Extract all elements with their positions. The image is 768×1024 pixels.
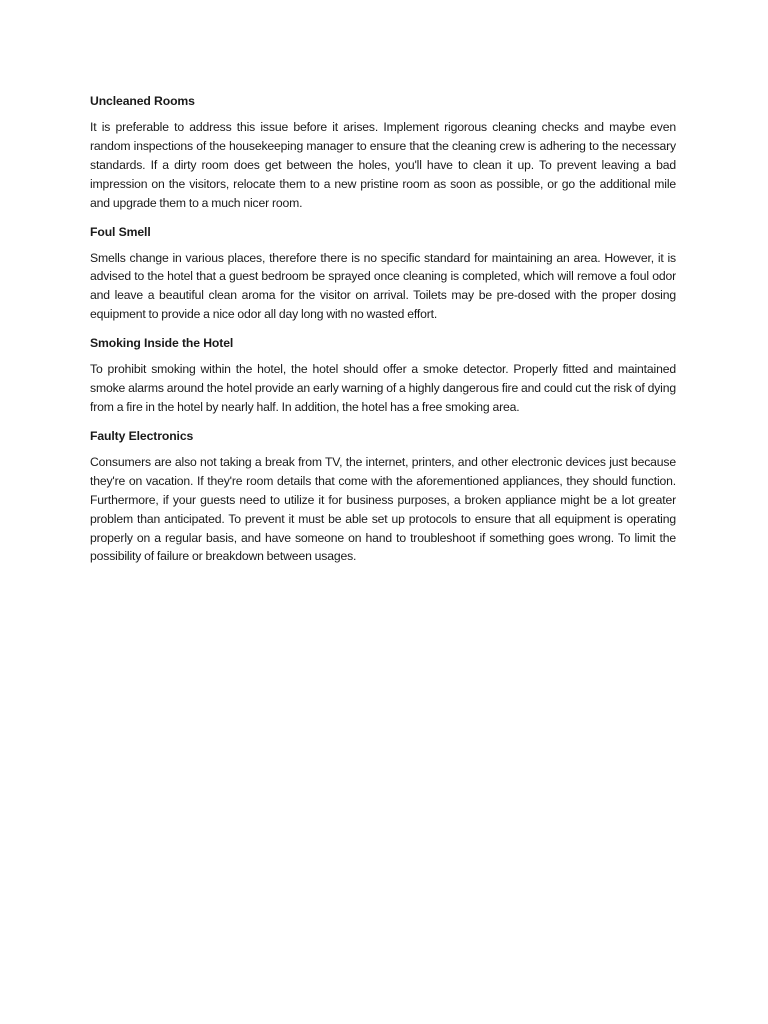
section-heading: Uncleaned Rooms [90,94,195,108]
section-uncleaned-rooms [90,92,676,213]
section-paragraph: It is preferable to address this issue before it arises. Implement rigorous cleaning checks and maybe even random inspections of the housekeeping manager to ensure that the cleaning crew is adhering to the necessary standards. If a dirty room does get between the holes, you'll have to clean it up. To prevent leaving a bad impression on the visitors, relocate them to a new pristine room as soon as possible, or go the additional mile and upgrade them to a much nicer room. [90,120,676,210]
section-paragraph: Consumers are also not taking a break from TV, the internet, printers, and other electronic devices just because they're on vacation. If they're room details that come with the aforementioned appliances, they should function. Furthermore, if your guests need to utilize it for business purposes, a broken appliance might be a lot greater problem than anticipated. To prevent it must be able set up protocols to ensure that all equipment is operating properly on a regular basis, and have someone on hand to troubleshoot if something goes wrong. To limit the possibility of failure or breakdown between usages. [90,454,676,564]
section-heading: Faulty Electronics [90,428,194,443]
section-faulty-electronics [90,427,676,566]
section-paragraph: To prohibit smoking within the hotel, the hotel should offer a smoke detector. Properly fitted and maintained smoke alarms around the hotel provide an early warning of a highly dangerous fire and could cut the risk of dying from a fire in the hotel by nearly half. In addition, the hotel has a free smoking area. [90,362,676,414]
document-page [90,92,676,576]
section-heading: Smoking Inside the Hotel [90,336,234,351]
section-foul-smell [90,223,676,325]
section-paragraph: Smells change in various places, therefore there is no specific standard for maintaining an area. However, it is advised to the hotel that a guest bedroom be sprayed once cleaning is completed, which will remove a foul odor and leave a beautiful clean aroma for the visitor on arrival. Toilets may be pre-dosed with the proper dosing equipment to provide a nice odor all day long with no wasted effort. [90,250,676,322]
section-smoking-inside-hotel [90,334,676,417]
section-heading: Foul Smell [90,224,151,239]
